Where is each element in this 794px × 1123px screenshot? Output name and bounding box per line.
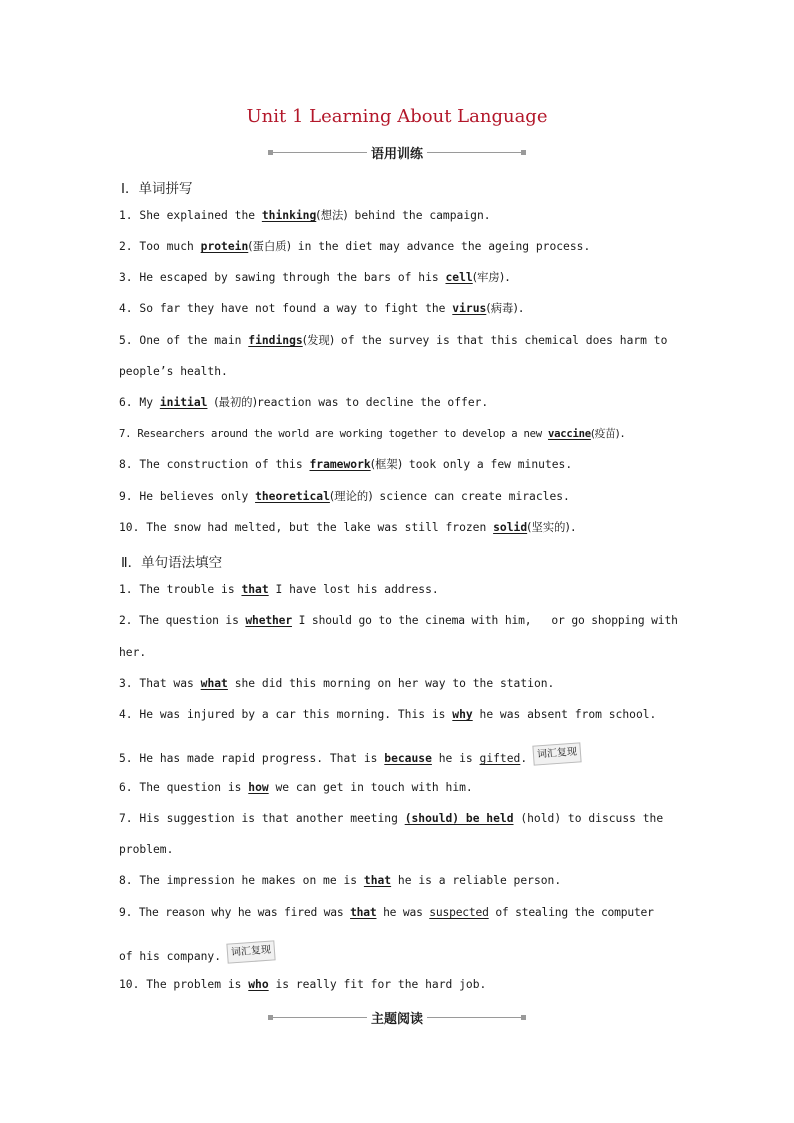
answer: because	[384, 752, 432, 765]
question-item: 4. So far they have not found a way to fight the virus(病毒).	[119, 302, 525, 315]
question-item: 3. He escaped by sawing through the bars of his cell(牢房).	[119, 271, 511, 284]
question-item-continued: problem.	[119, 843, 174, 856]
question-item: 6. My initial (最初的)reaction was to decline the offer.	[119, 396, 489, 409]
question-item: 8. The construction of this framework(框架) took only a few minutes.	[119, 458, 573, 471]
question-item: 7. His suggestion is that another meeting (should) be held (hold) to discuss the	[119, 812, 664, 825]
answer: that	[241, 583, 269, 596]
question-item: 10. The snow had melted, but the lake was still frozen solid(坚实的).	[119, 521, 577, 534]
section-banner-practice	[268, 143, 526, 163]
answer: findings	[248, 334, 303, 347]
question-item: 2. The question is whether I should go to the cinema with him, or go shopping with	[119, 614, 678, 627]
question-item: 2. Too much protein(蛋白质) in the diet may advance the ageing process.	[119, 240, 591, 253]
question-item-continued: of his company. 词汇复现	[119, 942, 679, 965]
answer: why	[452, 708, 473, 721]
question-item-continued: her.	[119, 646, 147, 659]
vocab-review-badge: 词汇复现	[533, 742, 582, 765]
section-heading-grammar: Ⅱ．单句语法填空	[121, 555, 223, 571]
banner-label: 主题阅读	[367, 1012, 427, 1027]
answer: protein	[200, 240, 249, 253]
answer: cell	[445, 271, 473, 284]
answer: (should) be held	[404, 812, 514, 825]
answer: framework	[309, 458, 371, 471]
page-title: Unit 1 Learning About Language	[246, 106, 548, 127]
vocab-word: gifted	[479, 752, 521, 765]
vocab-review-badge: 词汇复现	[226, 940, 275, 963]
vocab-word: suspected	[429, 906, 489, 919]
question-item-continued: people’s health.	[119, 365, 228, 378]
section-banner-reading	[268, 1008, 526, 1028]
question-item: 9. The reason why he was fired was that he was suspected of stealing the computer	[119, 906, 654, 919]
answer: how	[248, 781, 269, 794]
answer: that	[363, 874, 392, 887]
question-item: 5. He has made rapid progress. That is because he is gifted. 词汇复现	[119, 744, 679, 767]
question-item: 9. He believes only theoretical(理论的) science can create miracles.	[119, 490, 570, 503]
answer: what	[200, 677, 228, 690]
answer: that	[350, 906, 377, 919]
question-item: 8. The impression he makes on me is that he is a reliable person.	[119, 874, 562, 887]
answer: initial	[159, 396, 208, 409]
question-item: 1. She explained the thinking(想法) behind the campaign.	[119, 209, 491, 222]
answer: theoretical	[255, 490, 330, 503]
answer: who	[248, 978, 269, 991]
answer: whether	[245, 614, 292, 627]
question-item: 5. One of the main findings(发现) of the survey is that this chemical does harm to	[119, 334, 668, 347]
answer: thinking	[261, 209, 317, 222]
section-heading-spelling: Ⅰ．单词拼写	[121, 181, 193, 197]
answer: solid	[493, 521, 528, 534]
answer: virus	[452, 302, 487, 315]
answer: vaccine	[548, 428, 591, 440]
question-item: 3. That was what she did this morning on her way to the station.	[119, 677, 555, 690]
banner-label: 语用训练	[367, 147, 427, 162]
question-item: 10. The problem is who is really fit for the hard job.	[119, 978, 487, 991]
question-item: 4. He was injured by a car this morning. This is why he was absent from school.	[119, 708, 657, 721]
question-item: 1. The trouble is that I have lost his address.	[119, 583, 439, 596]
question-item: 7. Researchers around the world are working together to develop a new vaccine(疫苗).	[119, 428, 626, 440]
question-item: 6. The question is how we can get in touch with him.	[119, 781, 473, 794]
